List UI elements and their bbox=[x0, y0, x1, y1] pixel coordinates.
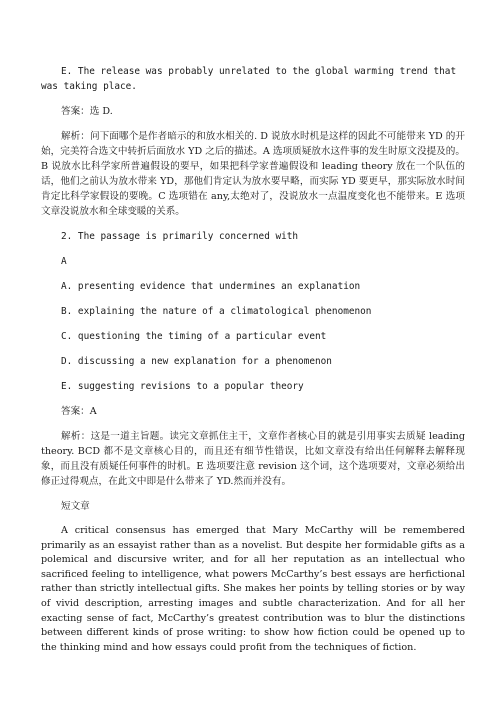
section-title: 短文章 bbox=[61, 501, 90, 512]
answer-1: 答案：选 D. bbox=[61, 106, 113, 117]
answer-2: 答案：A bbox=[61, 406, 97, 417]
document-page bbox=[41, 64, 465, 655]
option-e-previous-question: E. The release was probably unrelated to the global warming trend that was taking place. bbox=[41, 66, 462, 92]
analysis-1: 解析：问下面哪个是作者暗示的和放水相关的. D 说放水时机是这样的因此不可能带来 YD 的开始，完美符合选文中转折后面放水 YD 之后的描述。A 选项质疑放水这件事的发生时原文没提及的。B 说放水比科学家所普遍假设的要早，如果把科学家普遍假设和 leading theory 放在一个队伍的话，他们之前认为放水带来 YD，那他们肯定认为放水要早略，而实际 YD 要更早，那实际放水时间肯定比科学家假设的要晚。C 选项错在 any,太绝对了，没说放水一点温度变化也不能带来。E 选项文章没说放水和全球变暖的关系。 bbox=[41, 131, 465, 217]
reading-passage: A critical consensus has emerged that Mary McCarthy will be remembered primarily as an essayist rather than as a novelist. But despite her formidable gifts as a polemical and discursive writer, and for all her reputation as an intellectual who sacrificed feeling to intelligence, what powers McCarthy’s best essays are herfictional rather than strictly intellectual gifts. She makes her points by telling stories or by way of vivid description, arresting images and subtle characterization. And for all her exacting sense of fact, McCarthy’s greatest contribution was to blur the distinctions between different kinds of prose writing: to show how fiction could be opened up to the thinking mind and how essays could profit from the techniques of fiction. bbox=[41, 525, 465, 653]
option-c: C. questioning the timing of a particular event bbox=[61, 331, 327, 342]
option-d: D. discussing a new explanation for a phenomenon bbox=[61, 356, 332, 367]
option-a: A. presenting evidence that undermines an explanation bbox=[61, 281, 361, 292]
question-2-letter: A bbox=[61, 256, 67, 267]
question-2: 2. The passage is primarily concerned with bbox=[61, 231, 299, 242]
analysis-2: 解析：这是一道主旨题。读完文章抓住主干，文章作者核心目的就是引用事实去质疑 leading theory. BCD 都不是文章核心目的，而且还有细节性错误，比如文章没有给出任何解释去解释现象，而且没有质疑任何事件的时机。E 选项要注意 revision 这个词，这个选项要对，文章必须给出修正过得观点，在此文中即是什么带来了 YD.然而并没有。 bbox=[41, 431, 465, 487]
option-b: B. explaining the nature of a climatological phenomenon bbox=[61, 306, 372, 317]
option-e: E. suggesting revisions to a popular theory bbox=[61, 381, 304, 392]
